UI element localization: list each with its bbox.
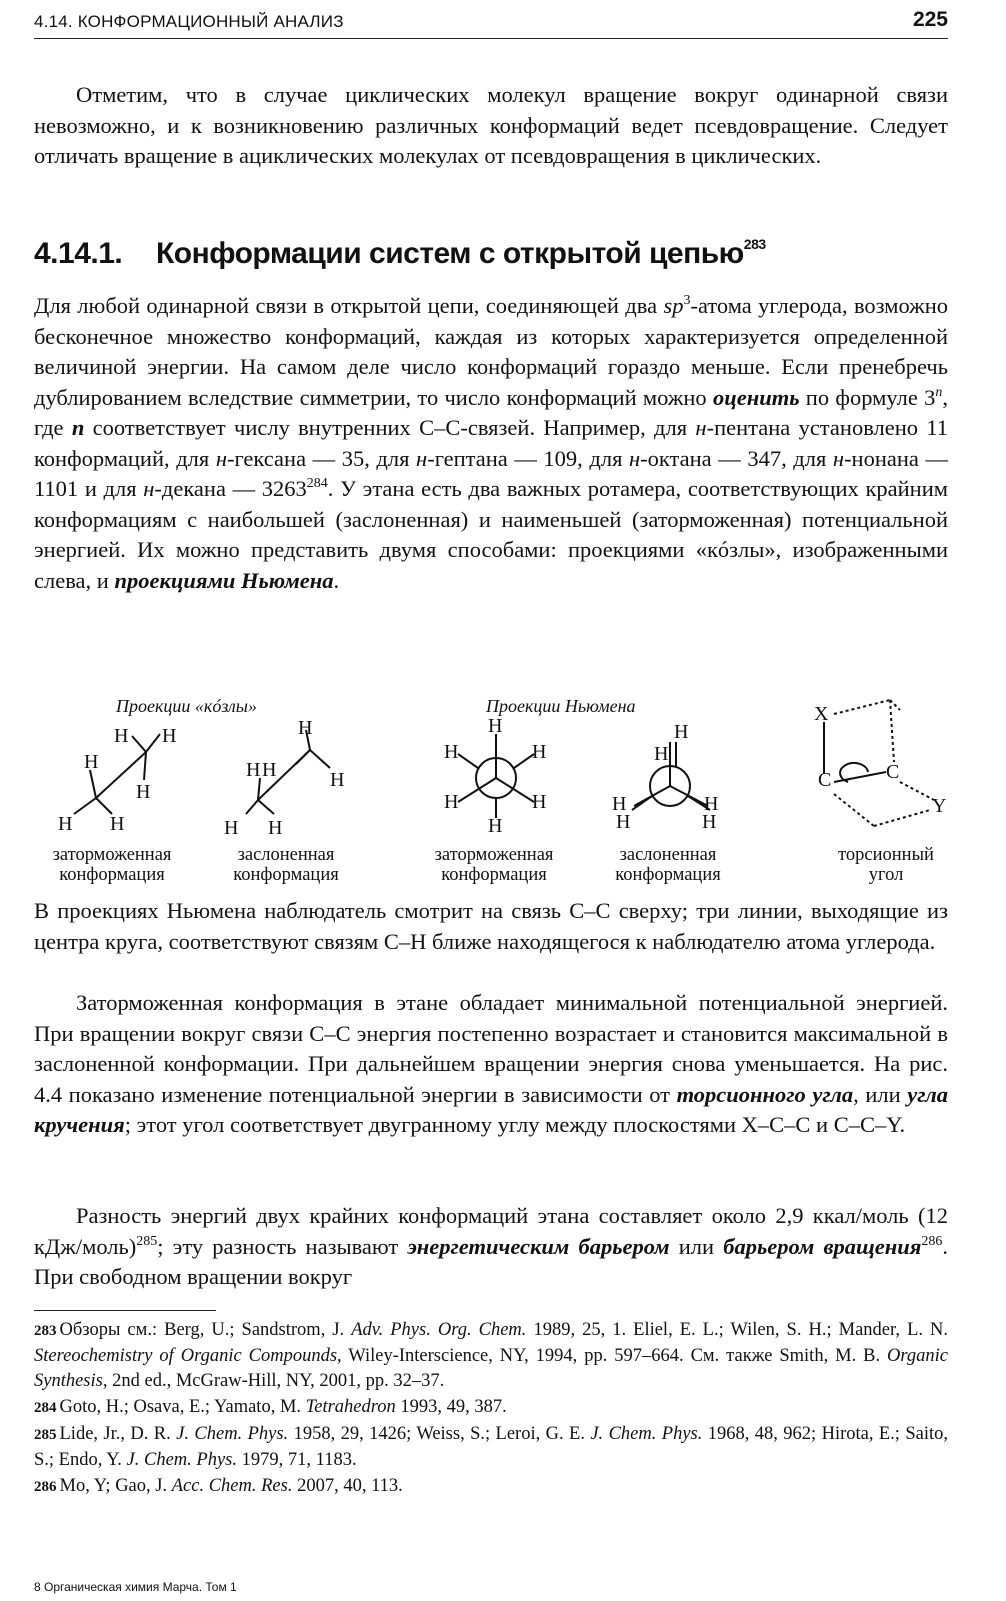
atom-label: H bbox=[674, 721, 689, 743]
emphasis-term: проекциями Ньюмена bbox=[114, 567, 334, 593]
footnote-ref: 283 bbox=[743, 236, 766, 252]
footnote-ref: 286 bbox=[921, 1233, 943, 1249]
atom-label: H bbox=[654, 743, 669, 765]
footnote-rule bbox=[34, 1310, 216, 1311]
atom-label: H bbox=[114, 725, 129, 747]
atom-label: C bbox=[818, 769, 832, 791]
atom-label: H bbox=[616, 811, 631, 833]
atom-label: H bbox=[224, 817, 239, 839]
atom-label: H bbox=[532, 741, 547, 763]
conformation-figure bbox=[34, 690, 948, 890]
footnote-ref: 285 bbox=[136, 1233, 158, 1249]
page-header bbox=[34, 6, 948, 39]
atom-label: H bbox=[136, 781, 151, 803]
body-paragraph-3: Заторможенная конформация в этане обладает минимальной потенциальной энергией. При вращении вокруг связи С–С энергия постепенно возрастает и становится максимальной в заслоненной конформации. При дальнейшем вращении энергия снова уменьшается. На рис. 4.4 показано изменение потенциальной энергии в зависимости от торсионного угла, или угла кручения; этот угол соответствует двугранному углу между плоскостями X–C–C и C–C–Y. bbox=[34, 990, 948, 1137]
figure-drawing bbox=[34, 690, 948, 890]
atom-label: H bbox=[110, 813, 125, 835]
atom-label: C bbox=[886, 761, 900, 783]
figure-heading-newman: Проекции Ньюмена bbox=[486, 696, 636, 716]
footnote-285: 285 Lide, Jr., D. R. J. Chem. Phys. 1958, 29, 1426; Weiss, S.; Leroi, G. E. J. Chem. Phys. 1968, 48, 962; Hirota, E.; Saito, S.; Endo, Y. J. Chem. Phys. 1979, 71, 1183. bbox=[34, 1424, 948, 1470]
atom-label: H bbox=[532, 791, 547, 813]
emphasis-term: оценить bbox=[712, 384, 800, 410]
printer-signature: 8 Органическая химия Марча. Том 1 bbox=[34, 1580, 237, 1594]
atom-label: H bbox=[612, 793, 627, 815]
atom-label: H bbox=[704, 793, 719, 815]
body-paragraph-4: Разность энергий двух крайних конформаций этана составляет около 2,9 ккал/моль (12 кДж/моль)$^{285}$; эту разность называют энергетическим барьером или барьером вращения$^{286}$. При свободном вращении вокруг bbox=[34, 1203, 949, 1289]
atom-label: H bbox=[488, 715, 503, 737]
atom-label: H bbox=[488, 815, 503, 837]
atom-label: H bbox=[246, 759, 261, 781]
intro-paragraph: Отметим, что в случае циклических молекул вращение вокруг одинарной связи невозможно, и к возникновению различных конформаций ведет псевдовращение. Следует отличать вращение в ациклических молекулах от псевдовращения в циклических. bbox=[34, 82, 948, 168]
emphasis-term: энергетическим барьером bbox=[407, 1233, 670, 1259]
atom-label: X bbox=[814, 703, 829, 725]
section-number: 4.14.1. bbox=[34, 237, 123, 270]
body-paragraph-1: Для любой одинарной связи в открытой цепи, соединяющей два $sp^3$-атома углерода, возможно бесконечное множество конформаций, каждая из которых характеризуется определенной величиной энергии. На самом деле число конформаций гораздо меньше. Если пренебречь дублированием вследствие симметрии, то число конформаций можно оценить по формуле 3$^n$, где n соответствует числу внутренних С–С-связей. Например, для н-пентана установлено 11 конформаций, для н-гексана — 35, для н-гептана — 109, для н-октана — 347, для н-нонана — 1101 и для н-декана — 3263$^{284}$. У этана есть два важных ротамера, соответствующих крайним конформациям с наибольшей (заслоненная) и наименьшей (заторможенная) потенциальной энергией. Их можно представить двумя способами: проекциями «кóзлы», изображенными слева, и проекциями Ньюмена. bbox=[34, 293, 949, 593]
emphasis-term: барьером вращения bbox=[723, 1233, 922, 1259]
figure-caption: заторможенная bbox=[434, 845, 554, 865]
figure-caption: угол bbox=[868, 865, 904, 885]
figure-caption: заслоненная bbox=[619, 845, 717, 865]
emphasis-term: угла кручения bbox=[34, 1081, 948, 1137]
emphasis-term: торсионного угла bbox=[676, 1081, 854, 1107]
atom-label: H bbox=[444, 741, 459, 763]
section-title: Конформации систем с открытой цепью bbox=[156, 237, 744, 270]
body-paragraph-2: В проекциях Ньюмена наблюдатель смотрит на связь С–С сверху; три линии, выходящие из центра круга, соответствуют связям С–Н ближе находящегося к наблюдателю атома углерода. bbox=[34, 898, 948, 954]
atom-label: H bbox=[444, 791, 459, 813]
section-heading bbox=[34, 236, 766, 271]
footnote-ref: 284 bbox=[306, 476, 328, 491]
atom-label: H bbox=[330, 769, 345, 791]
figure-caption: конформация bbox=[441, 865, 547, 885]
figure-caption: заторможенная bbox=[52, 845, 172, 865]
atom-label: H bbox=[702, 811, 717, 833]
footnote-283: 283 Обзоры см.: Berg, U.; Sandstrom, J. Adv. Phys. Org. Chem. 1989, 25, 1. Eliel, E. L.; Wilen, S. H.; Mander, L. N. Stereochemistry of Organic Compounds, Wiley-Interscience, NY, 1994, pp. 597–664. См. также Smith, M. B. Organic Synthesis, 2nd ed., McGraw-Hill, NY, 2001, pp. 32–37. bbox=[34, 1320, 948, 1391]
atom-label: H bbox=[58, 813, 73, 835]
footnotes bbox=[34, 1318, 948, 1501]
footnote-286: 286 Mo, Y; Gao, J. Acc. Chem. Res. 2007, 40, 113. bbox=[34, 1476, 403, 1496]
running-title: 4.14. КОНФОРМАЦИОННЫЙ АНАЛИЗ bbox=[34, 12, 344, 31]
figure-caption: торсионный bbox=[838, 845, 934, 865]
atom-label: Y bbox=[932, 795, 947, 817]
atom-label: H bbox=[262, 759, 277, 781]
figure-caption: конформация bbox=[615, 865, 721, 885]
atom-label: H bbox=[162, 725, 177, 747]
atom-label: H bbox=[84, 751, 99, 773]
page-number: 225 bbox=[912, 8, 948, 31]
figure-caption: заслоненная bbox=[237, 845, 335, 865]
atom-label: H bbox=[298, 717, 313, 739]
figure-caption: конформация bbox=[233, 865, 339, 885]
figure-heading-sawhorse: Проекции «кóзлы» bbox=[116, 696, 257, 716]
footnote-284: 284 Goto, H.; Osava, E.; Yamato, M. Tetrahedron 1993, 49, 387. bbox=[34, 1397, 507, 1417]
figure-caption: конформация bbox=[59, 865, 165, 885]
atom-label: H bbox=[268, 817, 283, 839]
